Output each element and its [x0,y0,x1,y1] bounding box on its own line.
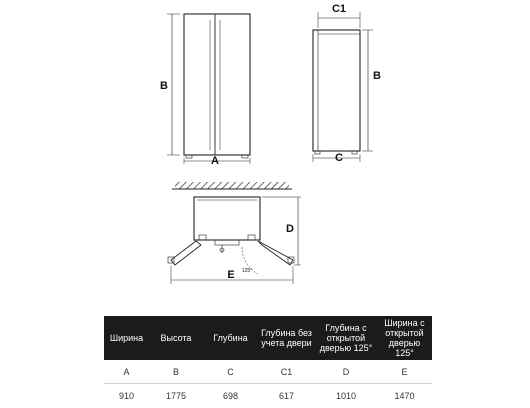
side-body [313,30,360,151]
header-depth-no-door: Глубина без учета двери [258,316,315,360]
letter-cell: C1 [258,360,315,384]
header-width: Ширина [104,316,149,360]
front-body [184,14,250,155]
value-cell: 1470 [377,384,432,408]
front-height-label: B [160,80,168,92]
value-cell: 910 [104,384,149,408]
front-view [167,14,250,164]
letter-cell: E [377,360,432,384]
header-width-open-door: Ширина с открытой дверью 125° [377,316,432,360]
side-depth-c1-label: C1 [332,3,346,15]
letter-cell: C [203,360,258,384]
plan-width-label: E [227,269,234,281]
header-height: Высота [149,316,203,360]
header-depth: Глубина [203,316,258,360]
value-cell: 1010 [315,384,377,408]
letter-cell: A [104,360,149,384]
front-width-label: A [211,155,219,167]
letter-cell: D [315,360,377,384]
value-cell: 617 [258,384,315,408]
letter-cell: B [149,360,203,384]
value-cell: 1775 [149,384,203,408]
value-cell: 698 [203,384,258,408]
side-height-label: B [373,70,381,82]
table-row-letters [104,360,432,384]
header-depth-open-door: Глубина с открытой дверью 125° [315,316,377,360]
table-row-values [104,384,432,408]
side-view [313,12,373,162]
left-door-open [171,241,201,265]
spec-table [104,316,432,408]
side-depth-c-label: C [335,152,343,164]
plan-body [194,197,260,240]
plan-depth-label: D [286,223,294,235]
wall-hatch [175,182,289,189]
spec-table-header [104,316,432,360]
plan-angle-label: 125° [242,268,252,274]
